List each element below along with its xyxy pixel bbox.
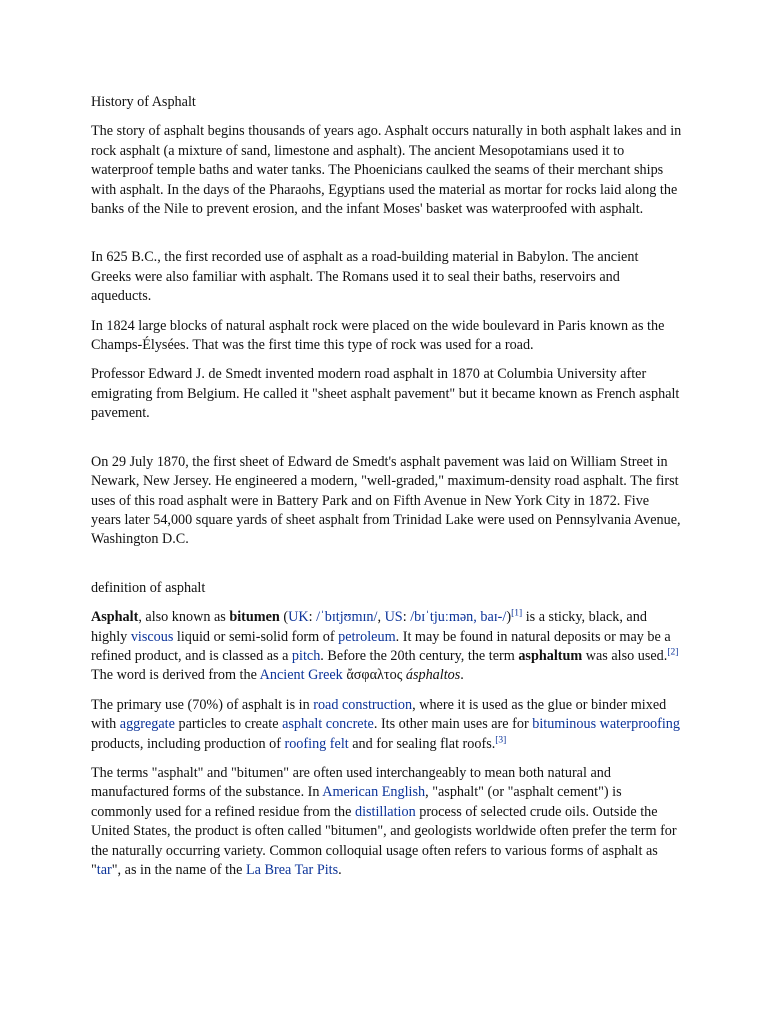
text: liquid or semi-solid form of <box>173 628 339 645</box>
link-aggregate[interactable]: aggregate <box>119 716 175 733</box>
text: The primary use (70%) of asphalt is in <box>91 696 314 713</box>
text: ( <box>279 609 289 626</box>
definition-paragraph-2 <box>91 696 682 754</box>
greek-transliteration: ásphaltos <box>405 667 461 684</box>
text: ) <box>506 609 512 626</box>
text: . <box>460 667 464 684</box>
text: , also known as <box>138 609 230 626</box>
history-paragraph-5: On 29 July 1870, the first sheet of Edward de Smedt's asphalt pavement was laid on William Street in Newark, New Jersey. He engineered a modern, "well-graded," maximum-density road asphalt. The first uses of this road asphalt were in Battery Park and on Fifth Avenue in New York City in 1872. Five years later 54,000 square yards of sheet asphalt from Trinidad Lake were used on Pennsylvania Avenue, Washington D.C. <box>91 453 681 548</box>
text: ", as in the name of the <box>111 862 246 878</box>
link-tar[interactable]: tar <box>96 862 112 878</box>
link-bituminous-waterproofing[interactable]: bituminous waterproofing <box>532 716 680 733</box>
term-asphaltum: asphaltum <box>518 647 583 664</box>
reference-2-link[interactable]: [2] <box>667 647 679 658</box>
text: . Before the 20th century, the term <box>320 647 519 664</box>
text: . It may be found in natural deposits or may be a refined product, and is classed as a <box>91 628 671 664</box>
text: . Its other main uses are for <box>373 716 533 733</box>
term-bitumen: bitumen <box>229 609 280 626</box>
link-american-english[interactable]: American English <box>322 784 426 801</box>
link-us[interactable]: US <box>384 609 403 626</box>
history-paragraph-2: In 625 B.C., the first recorded use of asphalt as a road-building material in Babylon. The ancient Greeks were also familiar with asphalt. The Romans used it to seal their baths, reservoirs and aqueducts. <box>91 249 639 305</box>
term-asphalt: Asphalt <box>91 609 139 626</box>
text: The word is derived from the <box>91 667 260 684</box>
reference-3-link[interactable]: [3] <box>495 734 507 745</box>
history-paragraph-1: The story of asphalt begins thousands of years ago. Asphalt occurs naturally in both asphalt lakes and in rock asphalt (a mixture of sand, limestone and asphalt). The ancient Mesopotamians used it to waterproof temple baths and water tanks. The Phoenicians caulked the seams of their merchant ships with asphalt. In the days of the Pharaohs, Egyptians used the material as mortar for rocks laid along the banks of the Nile to prevent erosion, and the infant Moses' basket was waterproofed with asphalt. <box>91 123 682 218</box>
history-heading: History of Asphalt <box>91 94 196 110</box>
link-la-brea-tar-pits[interactable]: La Brea Tar Pits <box>246 862 339 878</box>
link-distillation[interactable]: distillation <box>354 803 416 820</box>
spacer <box>91 434 682 453</box>
definition-heading: definition of asphalt <box>91 579 206 596</box>
text: . <box>338 862 342 878</box>
link-roofing-felt[interactable]: roofing felt <box>284 735 349 752</box>
text: process of selected crude oils. Outside the United States, the product is often called "bitumen", and geologists worldwide often prefer the term for the naturally occurring variety. Common colloquial usage often refers to various forms of asphalt as " <box>91 803 677 878</box>
greek-word: ἄσφαλτος <box>346 667 403 684</box>
text: is a sticky, black, and highly <box>91 609 647 645</box>
link-uk[interactable]: UK <box>288 609 309 626</box>
reference-3[interactable] <box>495 735 506 745</box>
definition-paragraph-3 <box>91 764 682 880</box>
text: particles to create <box>174 716 283 733</box>
history-paragraph-3: In 1824 large blocks of natural asphalt rock were placed on the wide boulevard in Paris known as the Champs-Élysées. That was the first time this type of rock was used for a road. <box>91 317 665 354</box>
spacer <box>91 560 682 579</box>
link-petroleum[interactable]: petroleum <box>338 628 396 645</box>
text: , where it is used as the glue or binder mixed with <box>91 696 667 733</box>
definition-paragraph-1 <box>91 608 682 686</box>
text: products, including production of <box>91 735 285 752</box>
text: was also used. <box>582 647 668 664</box>
history-paragraph-4: Professor Edward J. de Smedt invented modern road asphalt in 1870 at Columbia University after emigrating from Belgium. He called it "sheet asphalt pavement" but it became known as French asphalt pavement. <box>91 366 680 422</box>
text: , "asphalt" (or "asphalt cement") is commonly used for a refined residue from the <box>91 784 622 820</box>
ipa-uk[interactable]: /ˈbɪtjʊmɪn/ <box>316 609 378 626</box>
text: : <box>308 609 317 626</box>
link-road-construction[interactable]: road construction <box>313 696 413 713</box>
text: and for sealing flat roofs. <box>348 735 496 752</box>
link-ancient-greek[interactable]: Ancient Greek <box>259 667 343 684</box>
reference-1[interactable] <box>511 608 522 618</box>
text: , <box>377 609 385 626</box>
link-viscous[interactable]: viscous <box>130 628 174 645</box>
text: The terms "asphalt" and "bitumen" are often used interchangeably to mean both natural and manufactured forms of the substance. In <box>91 764 611 801</box>
reference-1-link[interactable]: [1] <box>511 608 523 619</box>
ipa-us[interactable]: /bɪˈtjuːmən, baɪ-/ <box>410 609 507 626</box>
link-pitch[interactable]: pitch <box>291 647 321 664</box>
text: : <box>402 609 411 626</box>
link-asphalt-concrete[interactable]: asphalt concrete <box>282 716 374 733</box>
spacer <box>91 229 682 248</box>
reference-2[interactable] <box>667 647 678 657</box>
